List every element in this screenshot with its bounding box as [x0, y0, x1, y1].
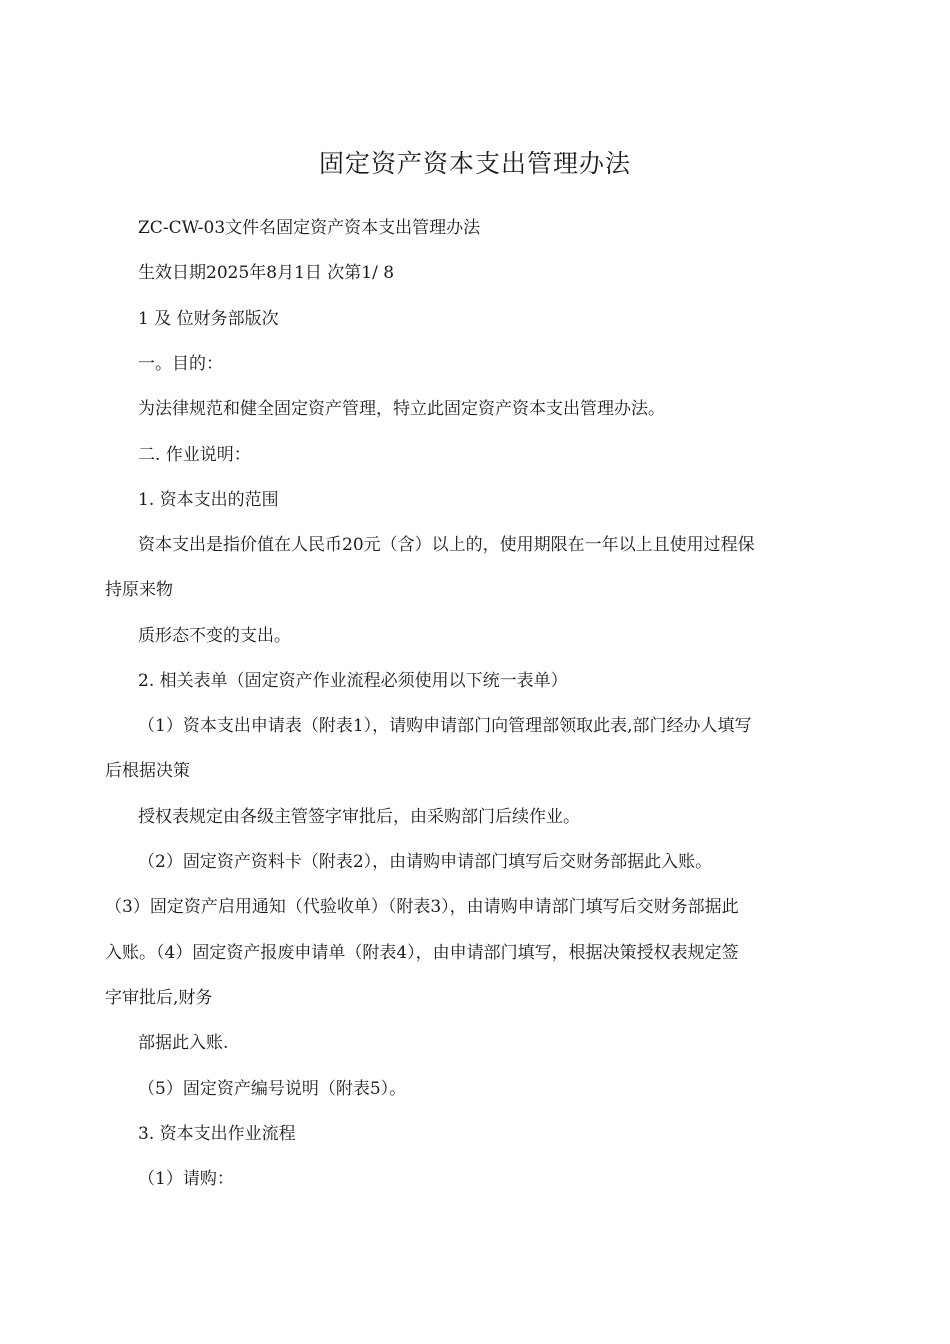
section-heading-instructions: 二. 作业说明： — [138, 445, 251, 465]
paragraph-line: 持原来物 — [105, 580, 173, 600]
list-item-continued: 字审批后,财务 — [105, 988, 213, 1008]
list-item: （2）固定资产资料卡（附表2），由请购申请部门填写后交财务部据此入账。 — [138, 852, 713, 872]
subheading-process: 3. 资本支出作业流程 — [138, 1124, 296, 1144]
document-title: 固定资产资本支出管理办法 — [318, 149, 631, 178]
effective-date-line: 生效日期2025年8月1日 次第1/ 8 — [138, 263, 395, 283]
paragraph-line: 资本支出是指价值在人民币20元（含）以上的，使用期限在一年以上且使用过程保 — [138, 535, 755, 555]
section-heading-purpose: 一。目的： — [138, 354, 223, 374]
list-item-continued: 授权表规定由各级主管签字审批后，由采购部门后续作业。 — [138, 807, 580, 827]
list-item: （1）请购： — [138, 1169, 234, 1189]
paragraph-line: 质形态不变的支出。 — [138, 626, 291, 646]
paragraph-purpose: 为法律规范和健全固定资产管理，特立此固定资产资本支出管理办法。 — [138, 399, 665, 419]
doc-info-line: ZC-CW-03文件名固定资产资本支出管理办法 — [138, 218, 481, 238]
list-item: （3）固定资产启用通知（代验收单）（附表3），由请购申请部门填写后交财务部据此 — [105, 897, 739, 917]
list-item: 入账。（4）固定资产报废申请单（附表4），由申请部门填写，根据决策授权表规定签 — [105, 943, 739, 963]
subheading-forms: 2. 相关表单（固定资产作业流程必须使用以下统一表单） — [138, 671, 568, 691]
list-item: （1）资本支出申请表（附表1），请购申请部门向管理部领取此表,部门经办人填写 — [138, 716, 752, 736]
list-item-continued: 后根据决策 — [105, 761, 190, 781]
department-line: 1 及 位财务部版次 — [138, 309, 279, 329]
list-item-continued: 部据此入账. — [138, 1033, 229, 1053]
list-item: （5）固定资产编号说明（附表5）。 — [138, 1079, 407, 1099]
subheading-scope: 1. 资本支出的范围 — [138, 490, 279, 510]
